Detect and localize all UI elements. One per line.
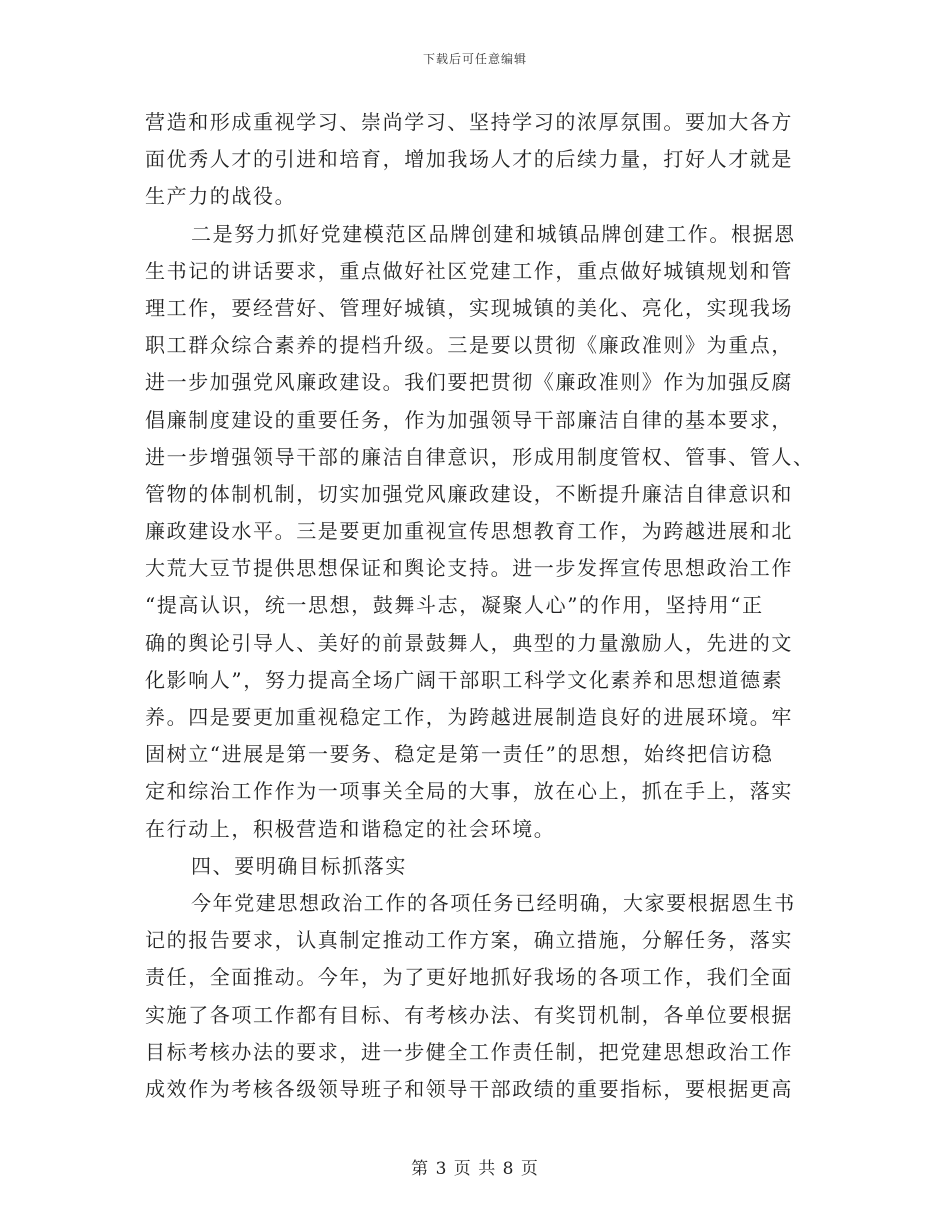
text-line: 管物的体制机制，切实加强党风廉政建设，不断提升廉洁自律意识和 bbox=[145, 481, 793, 506]
text-line: 倡廉制度建设的重要任务，作为加强领导干部廉洁自律的基本要求， bbox=[145, 407, 793, 432]
document-body bbox=[145, 104, 815, 1108]
paragraph-start-line: 今年党建思想政治工作的各项任务已经明确，大家要根据恩生书 bbox=[191, 890, 796, 915]
text-line: 大荒大豆节提供思想保证和舆论支持。进一步发挥宣传思想政治工作 bbox=[145, 556, 793, 581]
text-line: 实施了各项工作都有目标、有考核办法、有奖罚机制，各单位要根据 bbox=[145, 1002, 793, 1027]
text-line: 成效作为考核各级领导班子和领导干部政绩的重要指标，要根据更高 bbox=[145, 1076, 793, 1101]
text-line: 化影响人”，努力提高全场广阔干部职工科学文化素养和思想道德素 bbox=[145, 667, 784, 692]
text-line: 进一步增强领导干部的廉洁自律意识，形成用制度管权、管事、管人、 bbox=[145, 444, 815, 469]
text-line: 营造和形成重视学习、崇尚学习、坚持学习的浓厚氛围。要加大各方 bbox=[145, 110, 793, 134]
text-line: 固树立“进展是第一要务、稳定是第一责任”的思想，始终把信访稳 bbox=[145, 742, 774, 767]
text-line: 进一步加强党风廉政建设。我们要把贯彻《廉政准则》作为加强反腐 bbox=[145, 370, 793, 395]
page-number-footer: 第 3 页 共 8 页 bbox=[411, 1159, 539, 1179]
text-line: 记的报告要求，认真制定推动工作方案，确立措施，分解任务，落实 bbox=[145, 928, 793, 953]
text-line: 廉政建设水平。三是要更加重视宣传思想教育工作，为跨越进展和北 bbox=[145, 519, 793, 544]
text-line: 目标考核办法的要求，进一步健全工作责任制，把党建思想政治工作 bbox=[145, 1039, 793, 1064]
text-line: 责任，全面推动。今年，为了更好地抓好我场的各项工作，我们全面 bbox=[145, 965, 793, 990]
text-line: 生书记的讲话要求，重点做好社区党建工作，重点做好城镇规划和管 bbox=[145, 258, 793, 283]
text-line: “提高认识，统一思想，鼓舞斗志，凝聚人心”的作用，坚持用“正 bbox=[145, 593, 764, 618]
text-line: 职工群众综合素养的提档升级。三是要以贯彻《廉政准则》为重点， bbox=[145, 333, 793, 358]
text-line: 在行动上，积极营造和谐稳定的社会环境。 bbox=[145, 816, 556, 841]
text-line: 生产力的战役。 bbox=[145, 184, 297, 209]
text-line: 确的舆论引导人、美好的前景鼓舞人，典型的力量激励人，先进的文 bbox=[145, 630, 793, 655]
text-line: 定和综治工作作为一项事关全局的大事，放在心上，抓在手上，落实 bbox=[145, 779, 793, 804]
text-line: 面优秀人才的引进和培育，增加我场人才的后续力量，打好人才就是 bbox=[145, 147, 793, 172]
section-heading: 四、要明确目标抓落实 bbox=[191, 853, 407, 878]
paragraph-start-line: 二是努力抓好党建模范区品牌创建和城镇品牌创建工作。根据恩 bbox=[191, 221, 796, 246]
text-line: 养。四是要更加重视稳定工作，为跨越进展制造良好的进展环境。牢 bbox=[145, 705, 793, 729]
text-line: 理工作，要经营好、管理好城镇，实现城镇的美化、亮化，实现我场 bbox=[145, 295, 793, 320]
page-header: 下载后可任意编辑 bbox=[422, 52, 527, 66]
